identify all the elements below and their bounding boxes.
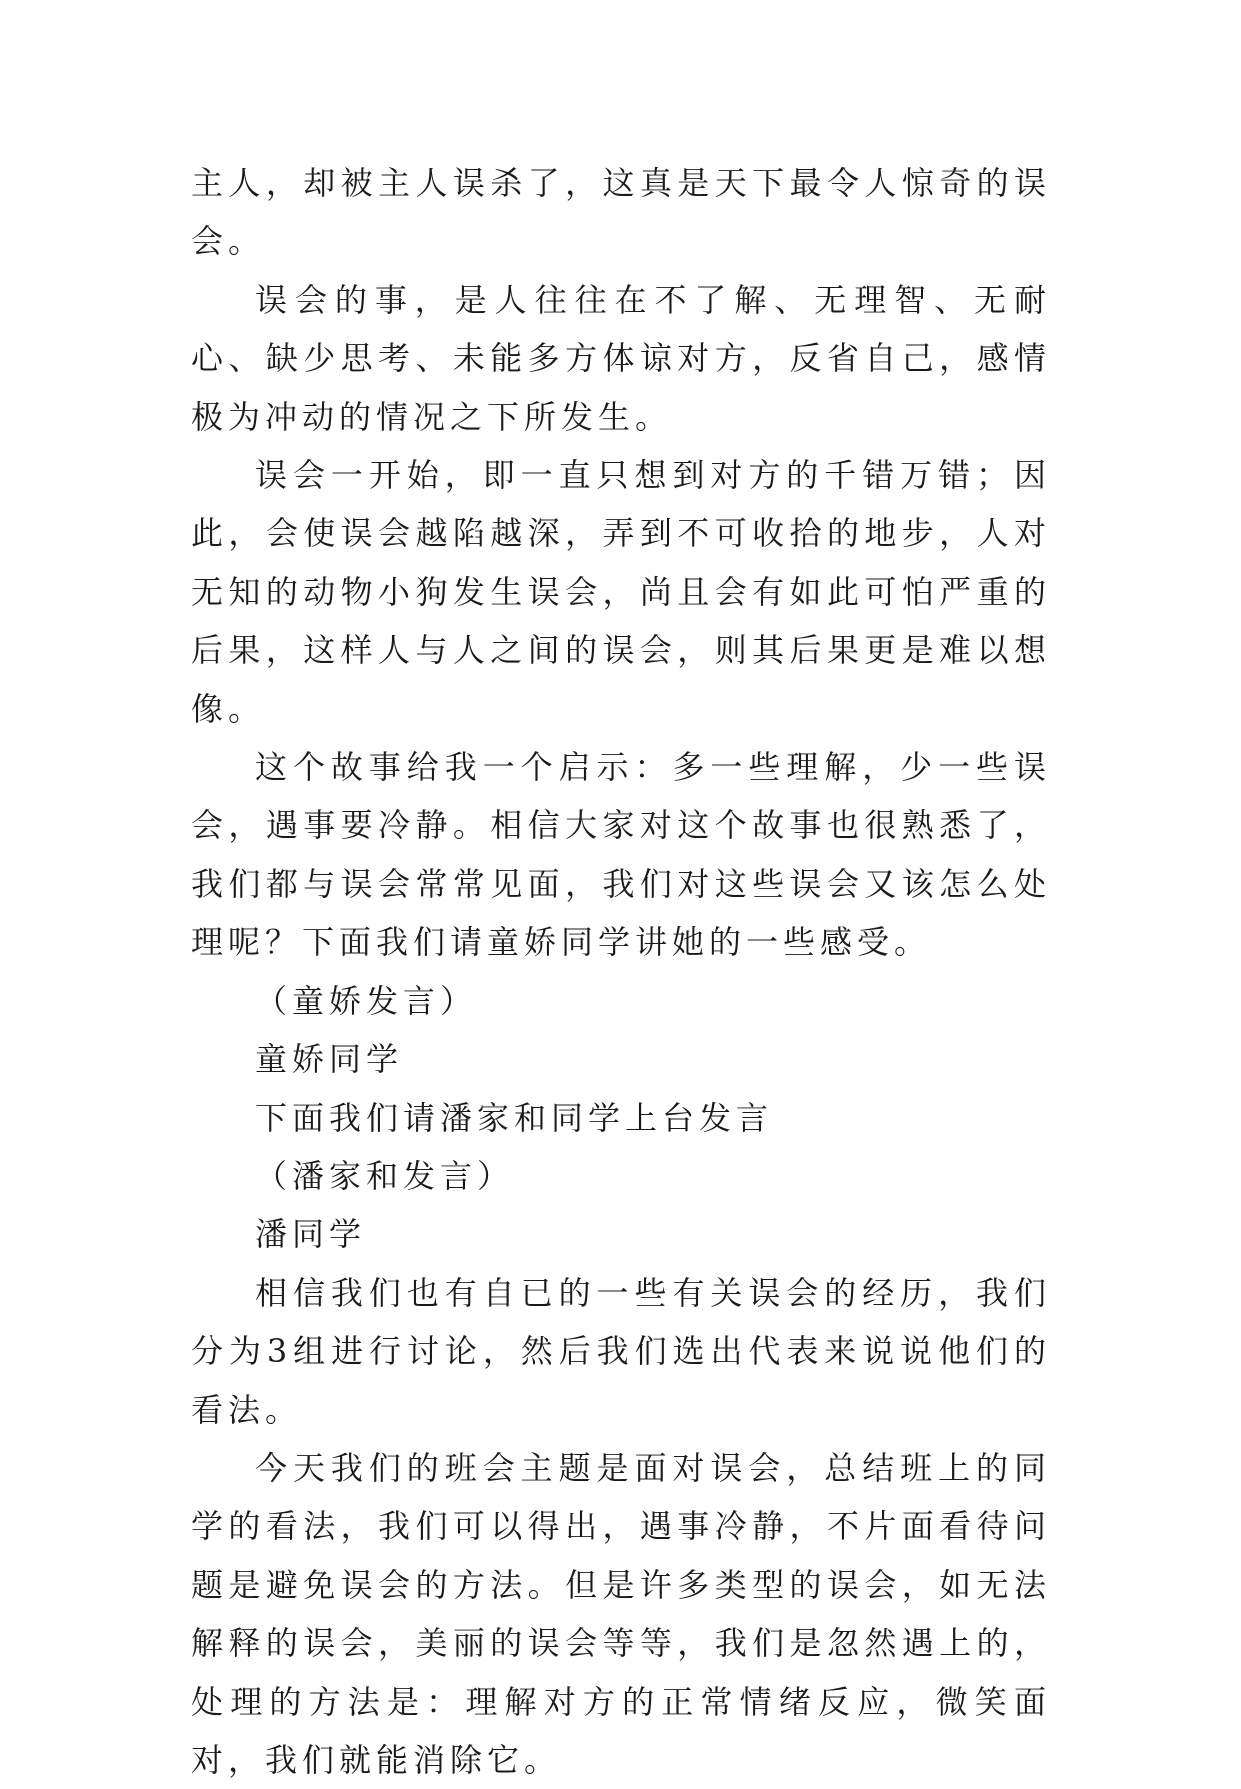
- paragraph-summary: 今天我们的班会主题是面对误会，总结班上的同学的看法，我们可以得出，遇事冷静，不片面看待问题是避免误会的方法。但是许多类型的误会，如无法解释的误会，美丽的误会等等，我们是忽然遇上的，处理的方法是：理解对方的正常情绪反应，微笑面对，我们就能消除它。: [191, 1448, 1051, 1779]
- invite-panjiahe: 下面我们请潘家和同学上台发言: [255, 1098, 774, 1137]
- paragraph-story-lesson: 这个故事给我一个启示：多一些理解，少一些误会，遇事要冷静。相信大家对这个故事也很熟悉了，我们都与误会常常见面，我们对这些误会又该怎么处理呢？下面我们请童娇同学讲她的一些感受。: [191, 748, 1051, 962]
- paragraph-group-discussion: 相信我们也有自已的一些有关误会的经历，我们分为3组进行讨论，然后我们选出代表来说说他们的看法。: [191, 1273, 1051, 1429]
- paragraph-continued: 主人，却被主人误杀了，这真是天下最令人惊奇的误会。: [191, 164, 1051, 261]
- paragraph-misunderstanding-causes: 误会的事，是人往往在不了解、无理智、无耐心、缺少思考、未能多方体谅对方，反省自己，感情极为冲动的情况之下所发生。: [191, 280, 1051, 436]
- speaker-pan: 潘同学: [255, 1215, 367, 1254]
- stage-note-tongjiao: （童娇发言）: [255, 981, 478, 1020]
- stage-note-panjiahe: （潘家和发言）: [255, 1156, 515, 1195]
- paragraph-misunderstanding-consequences: 误会一开始，即一直只想到对方的千错万错；因此，会使误会越陷越深，弄到不可收拾的地步，人对无知的动物小狗发生误会，尚且会有如此可怕严重的后果，这样人与人之间的误会，则其后果更是难以想像。: [191, 456, 1051, 728]
- document-page: [191, 154, 1051, 1789]
- speaker-tongjiao: 童娇同学: [255, 1040, 404, 1079]
